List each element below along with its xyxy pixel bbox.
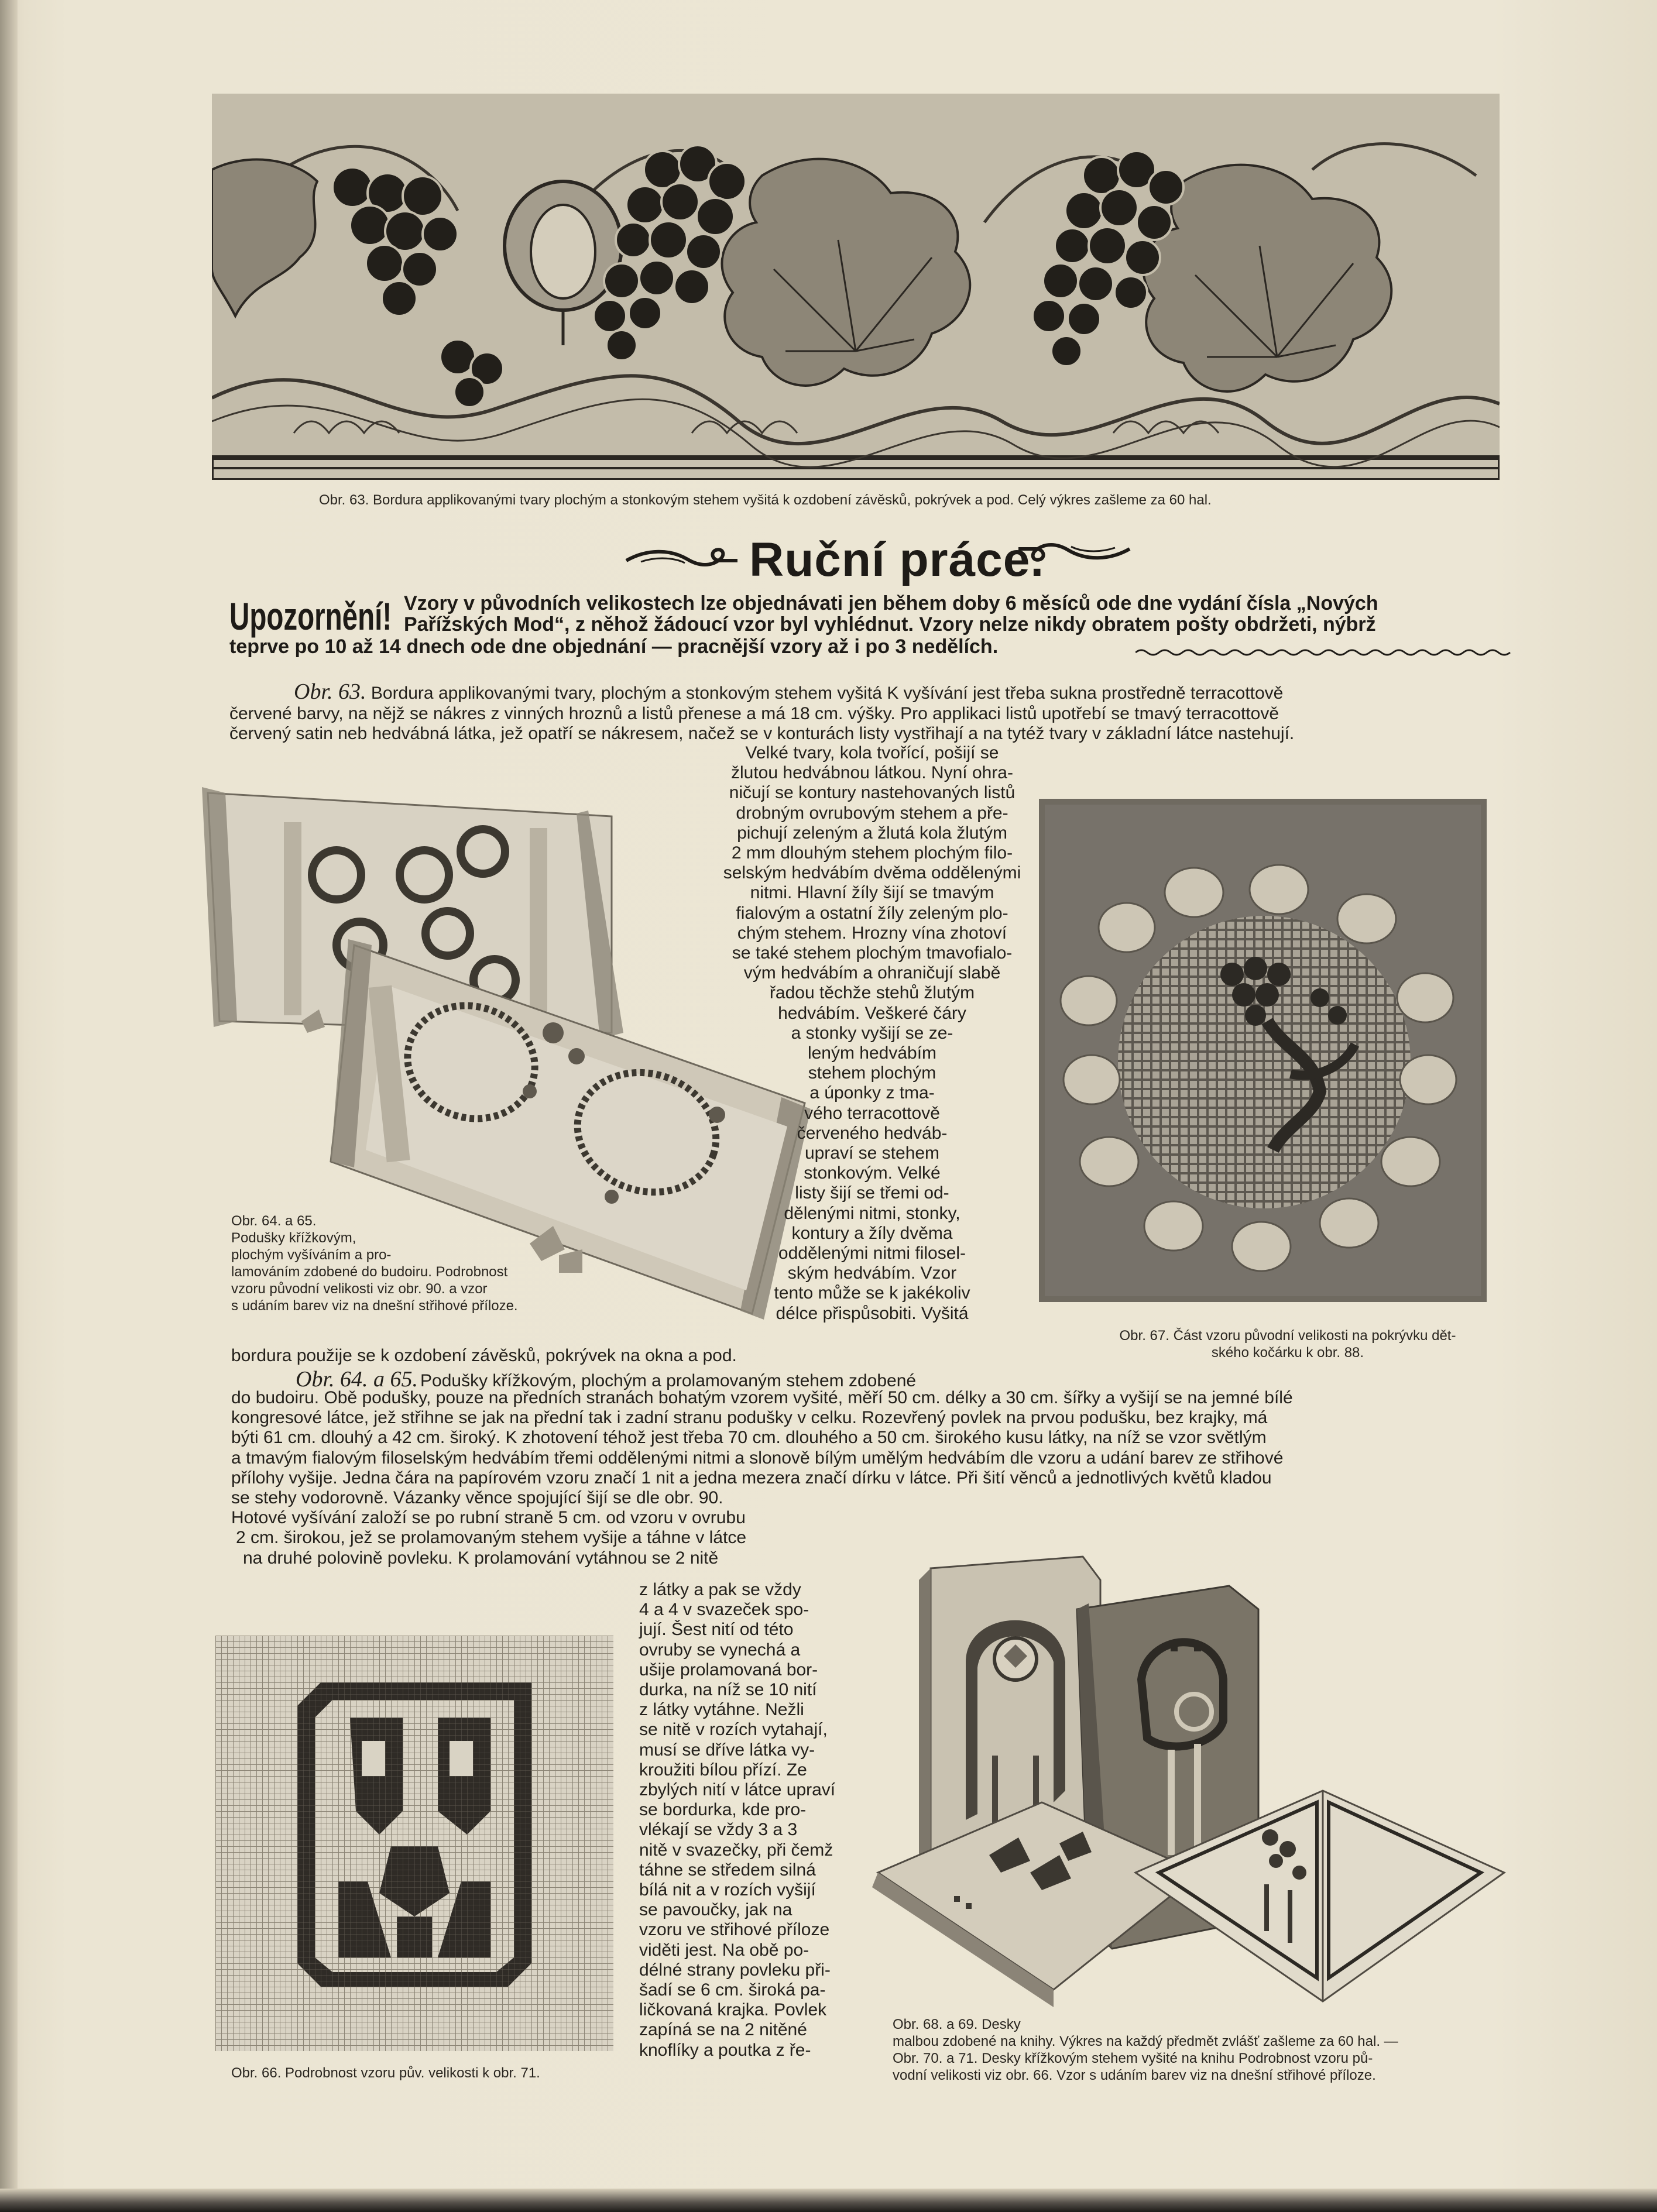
fig64-caption-line: Obr. 64. a 65. <box>231 1213 317 1229</box>
p64-line: 2 cm. širokou, jež se prolamovaným stehem vyšije a táhne v látce <box>236 1528 747 1548</box>
column-line: hedvábím. Veškeré čáry <box>778 1003 966 1023</box>
column-line: a úponky z tma- <box>809 1083 935 1103</box>
p64-line: na druhé polovině povleku. K prolamování vytáhnou se 2 nitě <box>243 1548 719 1568</box>
p63-end: bordura použije se k ozdobení závěsků, pokrývek na okna a pod. <box>231 1346 737 1365</box>
column-line: ničují se kontury nastehovaných listů <box>729 783 1016 803</box>
column-line: ličkovaná krajka. Povlek <box>639 2000 827 2020</box>
column-line: kroužiti bílou přízí. Ze <box>639 1760 807 1780</box>
column-line: 2 mm dlouhým stehem plochým filo- <box>731 843 1013 863</box>
p64-line: kongresové látce, jež střihne se jak na přední tak i zadní stranu podušky v celku. Rozevřený povlek na prvou podušku, bez krajky, má <box>231 1408 1268 1428</box>
column-line: tento může se k jakékoliv <box>774 1283 970 1303</box>
fig67-caption-line: ského kočárku k obr. 88. <box>1211 1345 1364 1361</box>
p64-line1: Podušky křížkovým, plochým a prolamovaným stehem zdobené <box>420 1371 917 1390</box>
fig68-caption <box>893 2016 1525 2084</box>
fig68-caption-line: malbou zdobené na knihy. Výkres na každý předmět zvlášť zašleme za 60 hal. — <box>893 2034 1398 2049</box>
column-line: délce přispůsobiti. Vyšitá <box>776 1303 969 1323</box>
page-bottom-edge <box>0 2189 1657 2212</box>
column-line: ovruby se vynechá a <box>639 1640 801 1660</box>
p63-line2: červené barvy, na nějž se nákres z vinných hroznů a listů přenese a má 18 cm. výšky. Pro applikaci listů upotřebí se tmavý terracottově <box>229 703 1279 723</box>
p63-line3: červený satin neb hedvábná látka, jež opatří se nákresem, načež se v konturách listy vystřihají a na tytéž tvary v základní látce nastehují. <box>229 724 1295 743</box>
fig68-caption-line: Obr. 70. a 71. Desky křížkovým stehem vyšité na knihu Podrobnost vzoru pů- <box>893 2050 1373 2066</box>
paragraph-obr63 <box>229 679 1514 744</box>
fig67-caption-line: Obr. 67. Část vzoru původní velikosti na pokrývku dět- <box>1119 1328 1456 1344</box>
column-line: se nitě v rozích vytahají, <box>639 1720 828 1740</box>
wavy-rule-icon <box>1135 647 1516 658</box>
fig64-caption-line: Podušky křížkovým, <box>231 1230 356 1246</box>
column-line: stonkovým. Velké <box>804 1163 941 1183</box>
p64-line: přílohy vyšije. Jedna čára na papírovém vzoru značí 1 nit a jedna mezera značí dírku v látce. Při šití věnců a jednotlivých květů kladou <box>231 1468 1272 1488</box>
column-line: knoflíky a poutka z ře- <box>639 2040 811 2060</box>
column-line: zbylých nití v látce upraví <box>639 1780 836 1800</box>
fig66-caption: Obr. 66. Podrobnost vzoru pův. velikosti k obr. 71. <box>231 2065 540 2081</box>
column-line: se také stehem plochým tmavofialo- <box>732 943 1013 963</box>
fig68-caption-line: Obr. 68. a 69. Desky <box>893 2017 1021 2032</box>
column-line: chým stehem. Hrozny vína zhotoví <box>737 923 1007 943</box>
column-line: a stonky vyšijí se ze- <box>791 1023 953 1043</box>
obr64-label: Obr. 64. a 65. <box>296 1367 418 1392</box>
column-line: durka, na níž se 10 nití <box>639 1680 817 1700</box>
fig64-caption-line: vzoru původní velikosti viz obr. 90. a vzor <box>231 1281 488 1297</box>
column-line: viděti jest. Na obě po- <box>639 1940 809 1960</box>
column-line: ušije prolamovaná bor- <box>639 1660 818 1679</box>
column-line: žlutou hedvábnou látkou. Nyní ohra- <box>731 763 1013 783</box>
flourish-right-icon <box>1016 537 1133 572</box>
notice-label: Upozornění! <box>229 595 392 638</box>
column-line: bílá nit a v rozích vyšijí <box>639 1880 816 1900</box>
column-line: z látky vytáhne. Nežli <box>639 1700 804 1720</box>
column-line: Velké tvary, kola tvořící, pošijí se <box>745 743 999 762</box>
column-line: se bordurka, kde pro- <box>639 1800 807 1820</box>
column-line: táhne se středem silná <box>639 1860 816 1880</box>
notice-line-1: Vzory v původních velikostech lze objednávati jen během doby 6 měsíců ode dne vydání čísla „Nových <box>404 592 1378 614</box>
column-line: se pavoučky, jak na <box>639 1900 793 1920</box>
column-line: drobným ovrubovým stehem a pře- <box>736 803 1008 823</box>
column-line: oddělenými nitmi filosel- <box>778 1244 966 1263</box>
column-line: kontury a žíly dvěma <box>791 1223 953 1243</box>
column-line: vým hedvábím a ohraničují slabě <box>743 963 1001 983</box>
column-line: vého terracottově <box>804 1103 940 1123</box>
page-gutter-shadow <box>0 0 18 2212</box>
column-line: řadou těchže stehů žlutým <box>769 983 975 1003</box>
column-line: upraví se stehem <box>804 1143 940 1163</box>
p64-line: se stehy vodorovně. Vázanky věnce spojující šijí se dle obr. 90. <box>231 1488 723 1508</box>
fig68-caption-line: vodní velikosti viz obr. 66. Vzor s udáním barev viz na dnešní střihové příloze. <box>893 2067 1376 2083</box>
p64-line: Hotové vyšívání založí se po rubní straně 5 cm. od vzoru v ovrubu <box>231 1508 746 1528</box>
fig67-caption <box>1077 1327 1498 1361</box>
notice-line-3: teprve po 10 až 14 dnech ode dne objednání — pracnější vzory až i po 3 nedělích. <box>229 636 999 658</box>
column-line: stehem plochým <box>808 1063 936 1083</box>
fig67-cover-photo <box>1039 799 1487 1302</box>
p64-line: do budoiru. Obě podušky, pouze na předních stranách bohatým vzorem vyšité, měří 50 cm. délky a 30 cm. šířky a vyšijí se na jemné bílé <box>231 1388 1293 1407</box>
p64-column <box>639 1580 862 2060</box>
column-line: listy šijí se třemi od- <box>795 1183 949 1203</box>
column-line: selským hedvábím dvěma oddělenými <box>723 863 1021 883</box>
fig64-caption <box>231 1213 641 1314</box>
fig64-caption-line: s udáním barev viz na dnešní střihové příloze. <box>231 1298 518 1314</box>
column-line: ským hedvábím. Vzor <box>787 1263 957 1283</box>
column-line: délné strany povleku při- <box>639 1960 831 1980</box>
column-line: 4 a 4 v svazeček spo- <box>639 1600 809 1620</box>
p63-line1: Bordura applikovanými tvary, plochým a stonkovým stehem vyšitá K vyšívání jest třeba sukna prostředně terracottově <box>370 683 1284 703</box>
fig63-grape-border <box>212 94 1500 480</box>
column-line: nitmi. Hlavní žíly šijí se tmavým <box>750 883 994 903</box>
column-line: vlékají se vždy 3 a 3 <box>639 1820 798 1840</box>
column-line: z látky a pak se vždy <box>639 1580 801 1599</box>
column-line: šadí se 6 cm. široká pa- <box>639 1980 826 2000</box>
p64-line: býti 61 cm. dlouhý a 42 cm. široký. K zhotovení téhož jest třeba 70 cm. dlouhého a 50 cm. širokého kusu látky, na níž se vzor světlým <box>231 1428 1267 1448</box>
column-line: leným hedvábím <box>807 1043 937 1063</box>
column-line: červeného hedváb- <box>797 1123 948 1143</box>
obr63-label: Obr. 63. <box>294 679 366 704</box>
fig66-pattern-detail <box>215 1636 613 2051</box>
column-line: jují. Šest nití od této <box>639 1620 794 1640</box>
fig68-books-photo <box>866 1545 1516 2013</box>
notice-line-2: Pařížských Mod“, z něhož žádoucí vzor byl vyhlédnut. Vzory nelze nikdy obratem pošty obdržeti, nýbrž <box>404 613 1376 636</box>
fig64-caption-line: plochým vyšíváním a pro- <box>231 1247 392 1263</box>
column-line: pichují zeleným a žlutá kola žlutým <box>737 823 1007 843</box>
column-line: dělenými nitmi, stonky, <box>784 1203 960 1223</box>
paragraph-line <box>229 679 1514 704</box>
p63-column <box>679 743 1065 1324</box>
column-line: vzoru ve střihové příloze <box>639 1920 830 1940</box>
column-line: musí se dříve látka vy- <box>639 1740 815 1760</box>
column-line: fialovým a ostatní žíly zeleným plo- <box>736 903 1008 923</box>
section-title: Ruční práce. <box>749 533 1045 586</box>
flourish-left-icon <box>623 537 740 572</box>
fig64-caption-line: lamováním zdobené do budoiru. Podrobnost <box>231 1264 508 1280</box>
p64-body <box>231 1388 1519 1568</box>
column-line: zapíná se na 2 nitěné <box>639 2020 807 2040</box>
column-line: nitě v svazečky, při čemž <box>639 1840 833 1860</box>
fig63-caption: Obr. 63. Bordura applikovanými tvary plochým a stonkovým stehem vyšitá k ozdobení závěsků, pokrývek a pod. Celý výkres zašleme za 60 hal. <box>319 492 1212 508</box>
p64-line: a tmavým fialovým filoselským hedvábím třemi oddělenými nitmi a slonově bílým umělým hedvábím dle vzoru a udání barev ze střihové <box>231 1448 1284 1468</box>
